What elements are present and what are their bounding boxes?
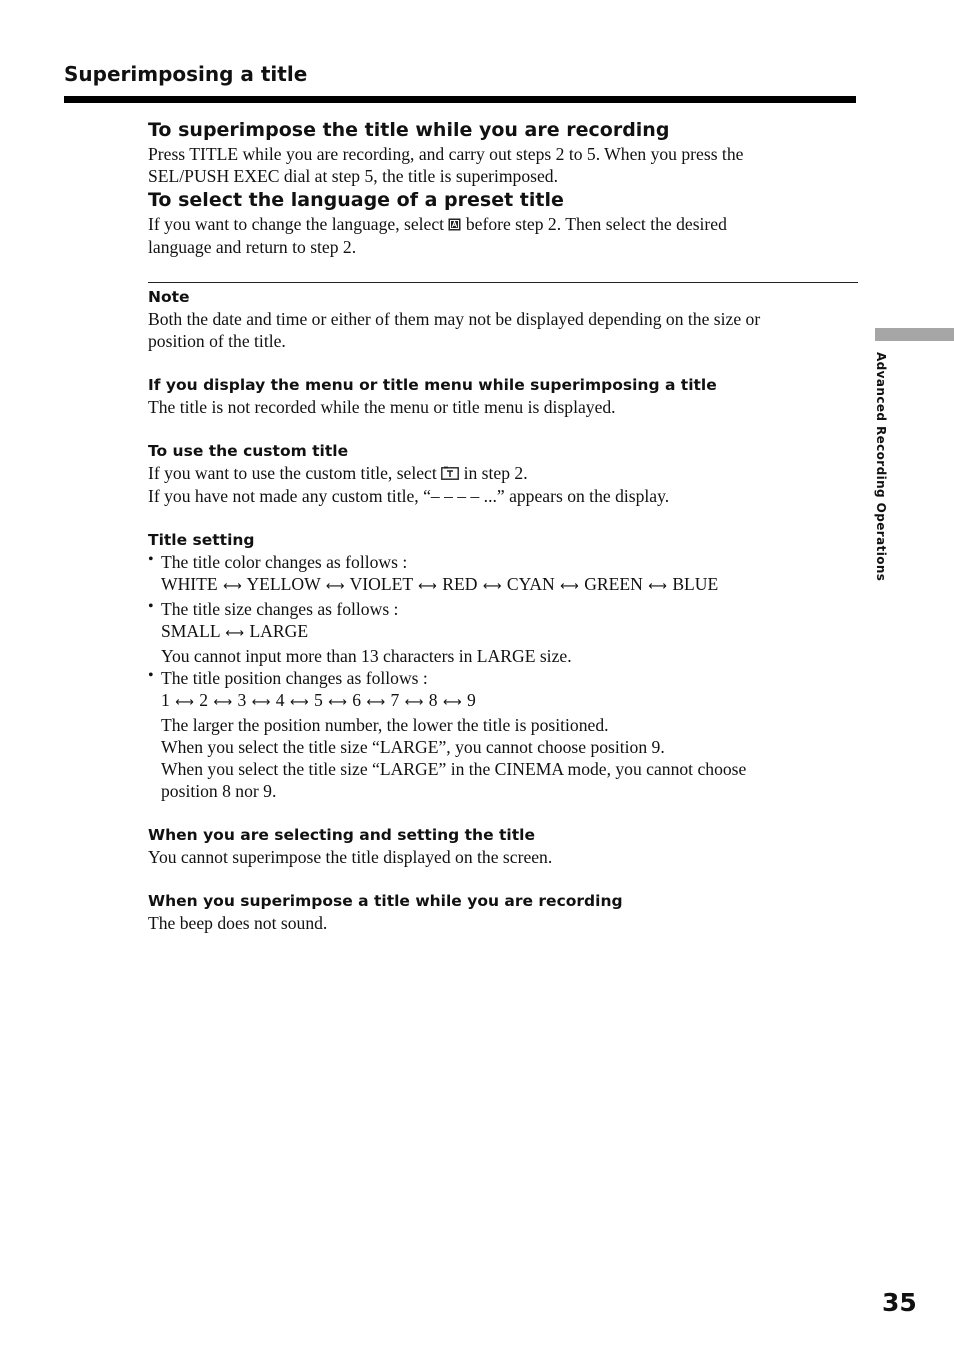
position-0: 1	[161, 690, 170, 710]
bullet-mark: •	[148, 598, 154, 615]
heading-rule	[64, 96, 856, 103]
color-4: CYAN	[506, 574, 555, 594]
recording-text-line2: SEL/PUSH EXEC dial at step 5, the title is superimposed.	[148, 166, 558, 186]
position-6: 7	[390, 690, 400, 710]
position-bullet	[148, 667, 858, 689]
note-rule	[148, 282, 858, 283]
custom-title-text-line1	[148, 462, 858, 485]
note-text-line2: position of the title.	[148, 331, 286, 351]
recording-text-line1: Press TITLE while you are recording, and carry out steps 2 to 5. When you press the	[148, 144, 744, 164]
language-select-icon	[448, 214, 461, 236]
note-text-line1: Both the date and time or either of them may not be displayed depending on the size or	[148, 309, 761, 329]
custom-title-icon	[441, 463, 459, 485]
bidirectional-arrow-icon: ⟷	[418, 579, 437, 594]
custom-title-text-after: in step 2.	[463, 463, 528, 483]
menu-display-text: The title is not recorded while the menu or title menu is displayed.	[148, 397, 616, 417]
size-0: SMALL	[161, 621, 220, 641]
side-tab-marker	[875, 328, 954, 341]
color-bullet	[148, 551, 858, 573]
size-1: LARGE	[249, 621, 309, 641]
bidirectional-arrow-icon: ⟷	[289, 695, 309, 710]
language-text-before: If you want to change the language, select	[148, 214, 445, 234]
bidirectional-arrow-icon: ⟷	[175, 695, 194, 710]
position-3: 4	[275, 690, 285, 710]
bidirectional-arrow-icon: ⟷	[560, 579, 579, 594]
position-4: 5	[314, 690, 323, 710]
position-note-4: position 8 nor 9.	[161, 781, 277, 801]
bidirectional-arrow-icon: ⟷	[213, 695, 233, 710]
size-note: You cannot input more than 13 characters in LARGE size.	[161, 646, 572, 666]
size-sequence	[148, 620, 858, 645]
custom-title-text-line2: If you have not made any custom title, “– – – – ...” appears on the display.	[148, 486, 670, 506]
position-5: 6	[352, 690, 362, 710]
color-0: WHITE	[161, 574, 218, 594]
language-text-line2: language and return to step 2.	[148, 237, 357, 257]
position-1: 2	[199, 690, 209, 710]
color-6: BLUE	[672, 574, 719, 594]
position-8: 9	[467, 690, 476, 710]
language-text-after: before step 2. Then select the desired	[465, 214, 727, 234]
bidirectional-arrow-icon: ⟷	[442, 695, 462, 710]
position-note-2: When you select the title size “LARGE”, you cannot choose position 9.	[161, 737, 665, 757]
bidirectional-arrow-icon: ⟷	[223, 579, 242, 594]
section-heading: Superimposing a title	[64, 62, 308, 86]
menu-display-heading: If you display the menu or title menu while superimposing a title	[148, 376, 717, 394]
color-3: RED	[442, 574, 478, 594]
position-7: 8	[428, 690, 438, 710]
page-number: 35	[882, 1288, 917, 1317]
language-text-line1	[148, 213, 858, 236]
bullet-mark: •	[148, 667, 154, 684]
main-content	[148, 117, 858, 934]
bidirectional-arrow-icon: ⟷	[225, 626, 245, 641]
color-2: VIOLET	[349, 574, 413, 594]
position-note-1: The larger the position number, the lower the title is positioned.	[161, 715, 609, 735]
color-1: YELLOW	[246, 574, 321, 594]
bidirectional-arrow-icon: ⟷	[366, 695, 386, 710]
position-note-3: When you select the title size “LARGE” in the CINEMA mode, you cannot choose	[161, 759, 747, 779]
selecting-text: You cannot superimpose the title displayed on the screen.	[148, 847, 553, 867]
selecting-heading: When you are selecting and setting the title	[148, 826, 535, 844]
size-intro: The title size changes as follows :	[161, 599, 399, 619]
position-2: 3	[237, 690, 247, 710]
bidirectional-arrow-icon: ⟷	[482, 579, 502, 594]
bidirectional-arrow-icon: ⟷	[648, 579, 667, 594]
bidirectional-arrow-icon: ⟷	[325, 579, 345, 594]
note-heading: Note	[148, 288, 190, 306]
position-sequence	[148, 689, 858, 714]
color-5: GREEN	[584, 574, 643, 594]
side-tab-label: Advanced Recording Operations	[874, 352, 888, 582]
bidirectional-arrow-icon: ⟷	[404, 695, 424, 710]
language-heading: To select the language of a preset title	[148, 189, 564, 211]
beep-text: The beep does not sound.	[148, 913, 328, 933]
bullet-mark: •	[148, 551, 154, 568]
bidirectional-arrow-icon: ⟷	[251, 695, 271, 710]
size-bullet	[148, 598, 858, 620]
title-setting-heading: Title setting	[148, 531, 255, 549]
recording-heading: To superimpose the title while you are recording	[148, 119, 670, 141]
bidirectional-arrow-icon: ⟷	[328, 695, 347, 710]
custom-title-heading: To use the custom title	[148, 442, 349, 460]
beep-heading: When you superimpose a title while you are recording	[148, 892, 623, 910]
position-intro: The title position changes as follows :	[161, 668, 428, 688]
color-sequence	[148, 573, 858, 598]
color-intro: The title color changes as follows :	[161, 552, 408, 572]
custom-title-text-before: If you want to use the custom title, select	[148, 463, 437, 483]
